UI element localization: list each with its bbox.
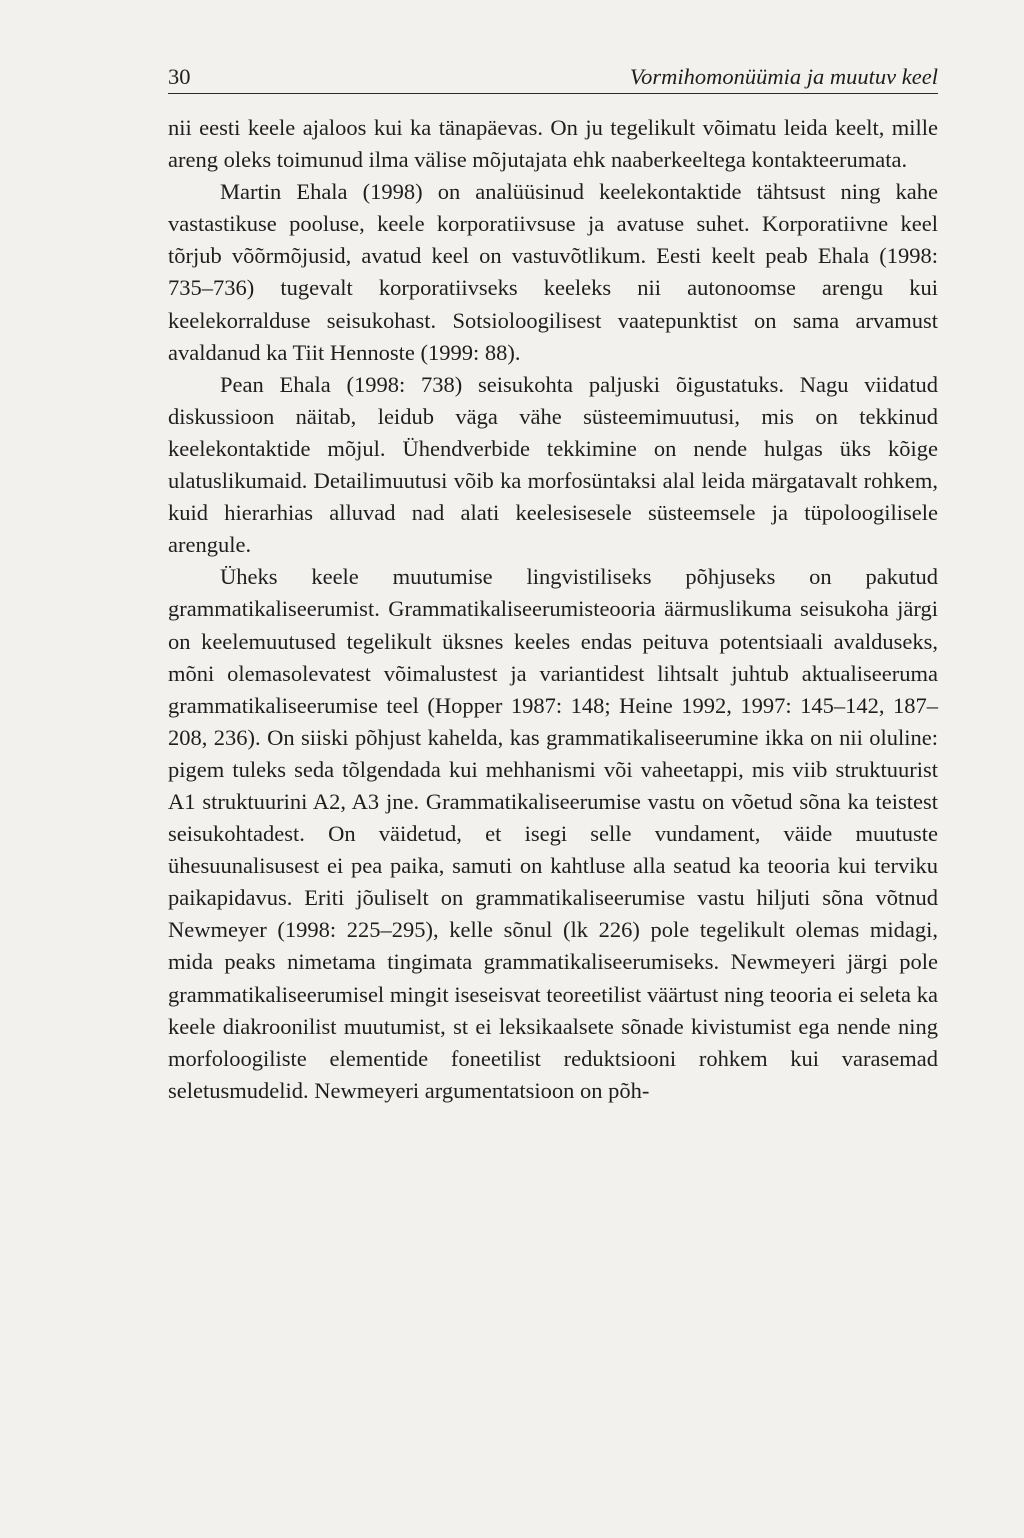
running-head	[168, 58, 938, 94]
paragraph-4: Üheks keele muutumise lingvistiliseks põhjuseks on pakutud grammatikaliseerumist. Grammatikaliseerumisteooria äärmuslikuma seisukoha järgi on keelemuutused tegelikult üksnes keeles endas peituva potentsiaali avalduseks, mõni olemasolevatest võimalustest ja variantidest lihtsalt juhtub aktualiseeruma grammatikaliseerumise teel (Hopper 1987: 148; Heine 1992, 1997: 145–142, 187–208, 236). On siiski põhjust kahelda, kas grammatikaliseerumine ikka on nii oluline: pigem tuleks seda tõlgendada kui mehhanismi või vaheetappi, mis viib struktuurist A1 struktuurini A2, A3 jne. Grammatikaliseerumise vastu on võetud sõna ka teistest seisukohtadest. On väidetud, et isegi selle vundament, väide muutuste ühesuunalisusest ei pea paika, samuti on kahtluse alla seatud ka teooria kui terviku paikapidavus. Eriti jõuliselt on grammatikaliseerumise vastu hiljuti sõna võtnud Newmeyer (1998: 225–295), kelle sõnul (lk 226) pole tegelikult olemas midagi, mida peaks nimetama tingimata grammatikaliseerumiseks. Newmeyeri järgi pole grammatikaliseerumisel mingit iseseisvat teoreetilist väärtust ning teooria ei seleta ka keele diakroonilist muutumist, st ei leksikaalsete sõnade kivistumist ega nende ning morfoloogiliste elementide foneetilist reduktsiooni rohkem kui varasemad seletusmudelid. Newmeyeri argumentatsioon on põh-	[168, 564, 938, 1103]
book-page	[168, 58, 938, 1107]
page-number: 30	[168, 64, 191, 89]
running-title: Vormihomonüümia ja muutuv keel	[629, 64, 938, 89]
paragraph-1: nii eesti keele ajaloos kui ka tänapäevas. On ju tegelikult võimatu leida keelt, mille areng oleks toimunud ilma välise mõjutajata ehk naaberkeeltega kontakteerumata.	[168, 115, 938, 173]
paragraph-2: Martin Ehala (1998) on analüüsinud keelekontaktide tähtsust ning kahe vastastikuse pooluse, keele korporatiivsuse ja avatuse suhet. Korporatiivne keel tõrjub võõrmõjusid, avatud keel on vastuvõtlikum. Eesti keelt peab Ehala (1998: 735–736) tugevalt korporatiivseks keeleks nii autonoomse arengu kui keelekorralduse seisukohast. Sotsioloogilisest vaatepunktist on sama arvamust avaldanud ka Tiit Hennoste (1999: 88).	[168, 179, 938, 365]
paragraph-3: Pean Ehala (1998: 738) seisukohta paljuski õigustatuks. Nagu viidatud diskussioon näitab, leidub väga vähe süsteemimuutusi, mis on tekkinud keelekontaktide mõjul. Ühendverbide tekkimine on nende hulgas üks kõige ulatuslikumaid. Detailimuutusi võib ka morfosüntaksi alal leida märgatavalt rohkem, kuid hierarhias alluvad nad alati keelesisesele süsteemsele ja tüpoloogilisele arengule.	[168, 371, 938, 558]
body-text	[168, 112, 938, 1107]
